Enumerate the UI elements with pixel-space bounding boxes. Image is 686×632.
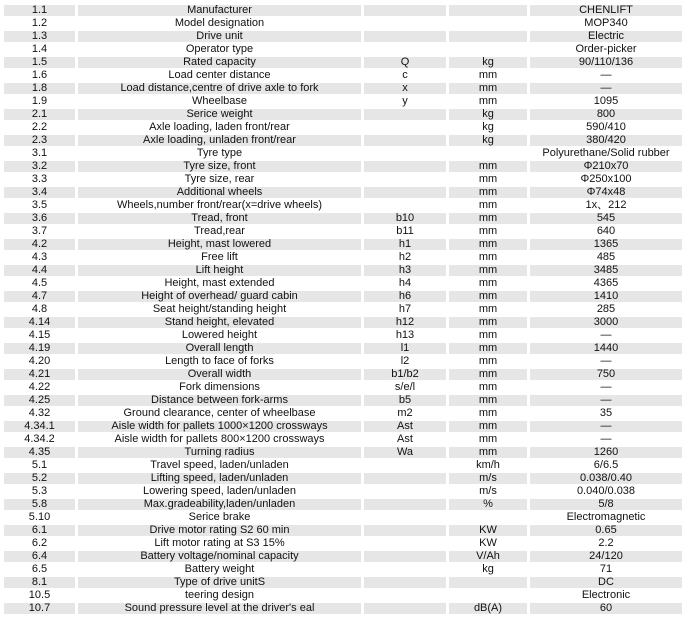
table-row: [4, 239, 682, 250]
row-unit: [446, 512, 527, 523]
table-row: [4, 382, 682, 393]
row-value: 1095: [527, 96, 682, 107]
row-symbol: h1: [361, 239, 446, 250]
row-description: Distance between fork-arms: [75, 395, 361, 406]
row-unit: mm: [446, 434, 527, 445]
row-number: 1.2: [4, 18, 75, 29]
row-symbol: b5: [361, 395, 446, 406]
row-unit: m/s: [446, 486, 527, 497]
row-unit: m/s: [446, 473, 527, 484]
row-unit: [446, 590, 527, 601]
row-value: MOP340: [527, 18, 682, 29]
row-value: 3485: [527, 265, 682, 276]
row-number: 2.3: [4, 135, 75, 146]
row-number: 4.5: [4, 278, 75, 289]
table-row: [4, 44, 682, 55]
row-description: Type of drive unitS: [75, 577, 361, 588]
row-unit: kg: [446, 57, 527, 68]
row-unit: [446, 18, 527, 29]
row-value: 380/420: [527, 135, 682, 146]
row-number: 3.5: [4, 200, 75, 211]
row-description: Tread, front: [75, 213, 361, 224]
row-number: 5.8: [4, 499, 75, 510]
row-number: 4.3: [4, 252, 75, 263]
row-description: Lowering speed, laden/unladen: [75, 486, 361, 497]
row-value: 24/120: [527, 551, 682, 562]
row-unit: mm: [446, 265, 527, 276]
row-value: —: [527, 395, 682, 406]
row-number: 4.8: [4, 304, 75, 315]
row-symbol: h2: [361, 252, 446, 263]
table-row: [4, 226, 682, 237]
row-value: 800: [527, 109, 682, 120]
table-row: [4, 512, 682, 523]
row-description: Serice weight: [75, 109, 361, 120]
row-symbol: h12: [361, 317, 446, 328]
row-value: 750: [527, 369, 682, 380]
table-row: [4, 278, 682, 289]
row-description: Overall width: [75, 369, 361, 380]
row-symbol: b11: [361, 226, 446, 237]
row-description: Ground clearance, center of wheelbase: [75, 408, 361, 419]
row-symbol: h7: [361, 304, 446, 315]
row-number: 5.10: [4, 512, 75, 523]
row-symbol: x: [361, 83, 446, 94]
row-symbol: l2: [361, 356, 446, 367]
table-row: [4, 57, 682, 68]
row-value: 71: [527, 564, 682, 575]
row-unit: mm: [446, 278, 527, 289]
table-row: [4, 265, 682, 276]
row-symbol: [361, 109, 446, 120]
row-description: Rated capacity: [75, 57, 361, 68]
row-description: Serice brake: [75, 512, 361, 523]
row-symbol: [361, 5, 446, 16]
row-value: 35: [527, 408, 682, 419]
row-unit: mm: [446, 343, 527, 354]
row-value: 4365: [527, 278, 682, 289]
row-value: 1440: [527, 343, 682, 354]
table-row: [4, 577, 682, 588]
row-number: 2.1: [4, 109, 75, 120]
table-row: [4, 408, 682, 419]
row-number: 1.6: [4, 70, 75, 81]
table-row: [4, 434, 682, 445]
row-unit: [446, 577, 527, 588]
row-number: 6.2: [4, 538, 75, 549]
table-row: [4, 564, 682, 575]
row-number: 4.34.1: [4, 421, 75, 432]
row-unit: kg: [446, 135, 527, 146]
row-number: 4.7: [4, 291, 75, 302]
row-symbol: Ast: [361, 421, 446, 432]
table-row: [4, 538, 682, 549]
table-row: [4, 187, 682, 198]
row-symbol: Ast: [361, 434, 446, 445]
row-symbol: [361, 31, 446, 42]
table-row: [4, 18, 682, 29]
row-symbol: c: [361, 70, 446, 81]
row-symbol: s/e/l: [361, 382, 446, 393]
row-unit: kg: [446, 122, 527, 133]
row-description: teering design: [75, 590, 361, 601]
row-symbol: [361, 135, 446, 146]
row-value: 0.65: [527, 525, 682, 536]
row-unit: [446, 44, 527, 55]
table-row: [4, 447, 682, 458]
row-description: Model designation: [75, 18, 361, 29]
row-value: 6/6.5: [527, 460, 682, 471]
row-number: 1.3: [4, 31, 75, 42]
row-symbol: l1: [361, 343, 446, 354]
row-value: 5/8: [527, 499, 682, 510]
row-unit: mm: [446, 70, 527, 81]
row-value: 90/110/136: [527, 57, 682, 68]
row-value: 640: [527, 226, 682, 237]
row-symbol: [361, 473, 446, 484]
table-row: [4, 70, 682, 81]
table-row: [4, 304, 682, 315]
row-unit: mm: [446, 96, 527, 107]
row-symbol: [361, 122, 446, 133]
row-unit: mm: [446, 421, 527, 432]
row-number: 3.4: [4, 187, 75, 198]
row-value: Φ74x48: [527, 187, 682, 198]
row-number: 4.21: [4, 369, 75, 380]
row-description: Tread,rear: [75, 226, 361, 237]
row-value: 1260: [527, 447, 682, 458]
row-symbol: [361, 564, 446, 575]
row-description: Lowered height: [75, 330, 361, 341]
row-unit: kg: [446, 109, 527, 120]
row-description: Length to face of forks: [75, 356, 361, 367]
row-description: Load center distance: [75, 70, 361, 81]
row-unit: mm: [446, 330, 527, 341]
row-value: 60: [527, 603, 682, 614]
row-description: Battery weight: [75, 564, 361, 575]
row-value: 0.040/0.038: [527, 486, 682, 497]
table-row: [4, 291, 682, 302]
row-number: 1.5: [4, 57, 75, 68]
row-unit: mm: [446, 408, 527, 419]
row-description: Operator type: [75, 44, 361, 55]
row-value: 285: [527, 304, 682, 315]
table-row: [4, 356, 682, 367]
row-unit: %: [446, 499, 527, 510]
table-row: [4, 5, 682, 16]
row-description: Tyre size, front: [75, 161, 361, 172]
row-value: 1365: [527, 239, 682, 250]
row-unit: [446, 5, 527, 16]
row-value: Electromagnetic: [527, 512, 682, 523]
row-symbol: [361, 148, 446, 159]
table-row: [4, 590, 682, 601]
row-symbol: [361, 525, 446, 536]
row-description: Load distance,centre of drive axle to fork: [75, 83, 361, 94]
row-number: 1.4: [4, 44, 75, 55]
row-unit: [446, 148, 527, 159]
row-description: Manufacturer: [75, 5, 361, 16]
row-description: Tyre size, rear: [75, 174, 361, 185]
row-value: 545: [527, 213, 682, 224]
row-number: 3.3: [4, 174, 75, 185]
row-unit: KW: [446, 525, 527, 536]
row-symbol: [361, 538, 446, 549]
table-row: [4, 135, 682, 146]
row-description: Additional wheels: [75, 187, 361, 198]
row-unit: dB(A): [446, 603, 527, 614]
row-symbol: [361, 577, 446, 588]
row-value: 1410: [527, 291, 682, 302]
row-unit: mm: [446, 291, 527, 302]
row-symbol: [361, 44, 446, 55]
row-number: 4.25: [4, 395, 75, 406]
row-number: 4.34.2: [4, 434, 75, 445]
row-unit: mm: [446, 213, 527, 224]
table-row: [4, 330, 682, 341]
row-description: Free lift: [75, 252, 361, 263]
row-unit: [446, 31, 527, 42]
row-description: Drive unit: [75, 31, 361, 42]
row-number: 5.1: [4, 460, 75, 471]
spec-table: [4, 3, 682, 616]
row-value: —: [527, 382, 682, 393]
row-number: 6.4: [4, 551, 75, 562]
table-row: [4, 122, 682, 133]
row-symbol: [361, 161, 446, 172]
row-unit: mm: [446, 447, 527, 458]
row-symbol: [361, 486, 446, 497]
row-description: Max.gradeability,laden/unladen: [75, 499, 361, 510]
row-value: Φ250x100: [527, 174, 682, 185]
row-number: 8.1: [4, 577, 75, 588]
row-description: Stand height, elevated: [75, 317, 361, 328]
row-description: Axle loading, laden front/rear: [75, 122, 361, 133]
row-unit: mm: [446, 395, 527, 406]
table-row: [4, 486, 682, 497]
row-number: 4.15: [4, 330, 75, 341]
row-value: 0.038/0.40: [527, 473, 682, 484]
row-symbol: h4: [361, 278, 446, 289]
row-description: Aisle width for pallets 800×1200 crossways: [75, 434, 361, 445]
row-symbol: [361, 551, 446, 562]
row-symbol: h13: [361, 330, 446, 341]
row-number: 4.19: [4, 343, 75, 354]
row-value: —: [527, 70, 682, 81]
row-value: 3000: [527, 317, 682, 328]
row-description: Overall length: [75, 343, 361, 354]
row-symbol: [361, 499, 446, 510]
row-number: 4.32: [4, 408, 75, 419]
row-symbol: Q: [361, 57, 446, 68]
table-row: [4, 252, 682, 263]
table-row: [4, 83, 682, 94]
row-unit: mm: [446, 226, 527, 237]
table-row: [4, 603, 682, 614]
table-row: [4, 31, 682, 42]
table-row: [4, 96, 682, 107]
row-description: Fork dimensions: [75, 382, 361, 393]
row-description: Lift height: [75, 265, 361, 276]
row-description: Axle loading, unladen front/rear: [75, 135, 361, 146]
row-number: 1.9: [4, 96, 75, 107]
row-number: 3.1: [4, 148, 75, 159]
table-row: [4, 343, 682, 354]
row-number: 4.4: [4, 265, 75, 276]
row-number: 6.5: [4, 564, 75, 575]
row-number: 4.20: [4, 356, 75, 367]
table-row: [4, 460, 682, 471]
table-row: [4, 421, 682, 432]
row-symbol: b1/b2: [361, 369, 446, 380]
row-value: DC: [527, 577, 682, 588]
row-number: 5.2: [4, 473, 75, 484]
row-symbol: h3: [361, 265, 446, 276]
row-value: —: [527, 421, 682, 432]
row-description: Lift motor rating at S3 15%: [75, 538, 361, 549]
row-unit: KW: [446, 538, 527, 549]
row-unit: mm: [446, 161, 527, 172]
row-description: Aisle width for pallets 1000×1200 crossways: [75, 421, 361, 432]
row-symbol: [361, 512, 446, 523]
row-description: Wheelbase: [75, 96, 361, 107]
row-value: —: [527, 83, 682, 94]
row-unit: mm: [446, 187, 527, 198]
row-value: Order-picker: [527, 44, 682, 55]
row-unit: V/Ah: [446, 551, 527, 562]
row-number: 1.8: [4, 83, 75, 94]
table-row: [4, 213, 682, 224]
row-number: 3.6: [4, 213, 75, 224]
row-number: 1.1: [4, 5, 75, 16]
row-description: Lifting speed, laden/unladen: [75, 473, 361, 484]
table-row: [4, 174, 682, 185]
row-unit: mm: [446, 382, 527, 393]
row-symbol: y: [361, 96, 446, 107]
row-number: 2.2: [4, 122, 75, 133]
row-description: Drive motor rating S2 60 min: [75, 525, 361, 536]
row-number: 3.2: [4, 161, 75, 172]
row-unit: mm: [446, 83, 527, 94]
row-number: 10.7: [4, 603, 75, 614]
row-unit: mm: [446, 239, 527, 250]
row-number: 4.14: [4, 317, 75, 328]
row-number: 3.7: [4, 226, 75, 237]
row-symbol: m2: [361, 408, 446, 419]
row-value: Electric: [527, 31, 682, 42]
row-value: CHENLIFT: [527, 5, 682, 16]
row-number: 10.5: [4, 590, 75, 601]
row-description: Battery voltage/nominal capacity: [75, 551, 361, 562]
row-unit: mm: [446, 252, 527, 263]
row-unit: km/h: [446, 460, 527, 471]
row-unit: mm: [446, 356, 527, 367]
row-value: 2.2: [527, 538, 682, 549]
row-symbol: [361, 18, 446, 29]
row-value: —: [527, 434, 682, 445]
table-row: [4, 473, 682, 484]
row-symbol: b10: [361, 213, 446, 224]
table-row: [4, 395, 682, 406]
table-row: [4, 499, 682, 510]
row-unit: mm: [446, 317, 527, 328]
row-description: Wheels,number front/rear(x=drive wheels): [75, 200, 361, 211]
row-value: —: [527, 356, 682, 367]
row-value: 485: [527, 252, 682, 263]
row-unit: mm: [446, 174, 527, 185]
row-description: Turning radius: [75, 447, 361, 458]
row-unit: mm: [446, 369, 527, 380]
table-row: [4, 369, 682, 380]
row-value: —: [527, 330, 682, 341]
row-description: Height, mast extended: [75, 278, 361, 289]
table-row: [4, 161, 682, 172]
row-symbol: Wa: [361, 447, 446, 458]
row-unit: kg: [446, 564, 527, 575]
row-symbol: [361, 460, 446, 471]
row-value: 1x、212: [527, 200, 682, 211]
row-number: 6.1: [4, 525, 75, 536]
row-symbol: [361, 603, 446, 614]
table-row: [4, 551, 682, 562]
row-value: 590/410: [527, 122, 682, 133]
table-row: [4, 525, 682, 536]
row-description: Seat height/standing height: [75, 304, 361, 315]
table-row: [4, 200, 682, 211]
row-description: Travel speed, laden/unladen: [75, 460, 361, 471]
row-value: Polyurethane/Solid rubber: [527, 148, 682, 159]
row-symbol: [361, 590, 446, 601]
row-description: Tyre type: [75, 148, 361, 159]
row-symbol: [361, 187, 446, 198]
row-symbol: [361, 174, 446, 185]
table-row: [4, 109, 682, 120]
row-symbol: [361, 200, 446, 211]
row-value: Electronic: [527, 590, 682, 601]
row-unit: mm: [446, 304, 527, 315]
row-description: Height of overhead/ guard cabin: [75, 291, 361, 302]
row-number: 5.3: [4, 486, 75, 497]
row-number: 4.22: [4, 382, 75, 393]
row-value: Φ210x70: [527, 161, 682, 172]
row-number: 4.35: [4, 447, 75, 458]
row-unit: mm: [446, 200, 527, 211]
row-description: Height, mast lowered: [75, 239, 361, 250]
table-row: [4, 148, 682, 159]
table-row: [4, 317, 682, 328]
spec-table-body: [4, 5, 682, 614]
row-number: 4.2: [4, 239, 75, 250]
row-description: Sound pressure level at the driver's eal: [75, 603, 361, 614]
row-symbol: h6: [361, 291, 446, 302]
